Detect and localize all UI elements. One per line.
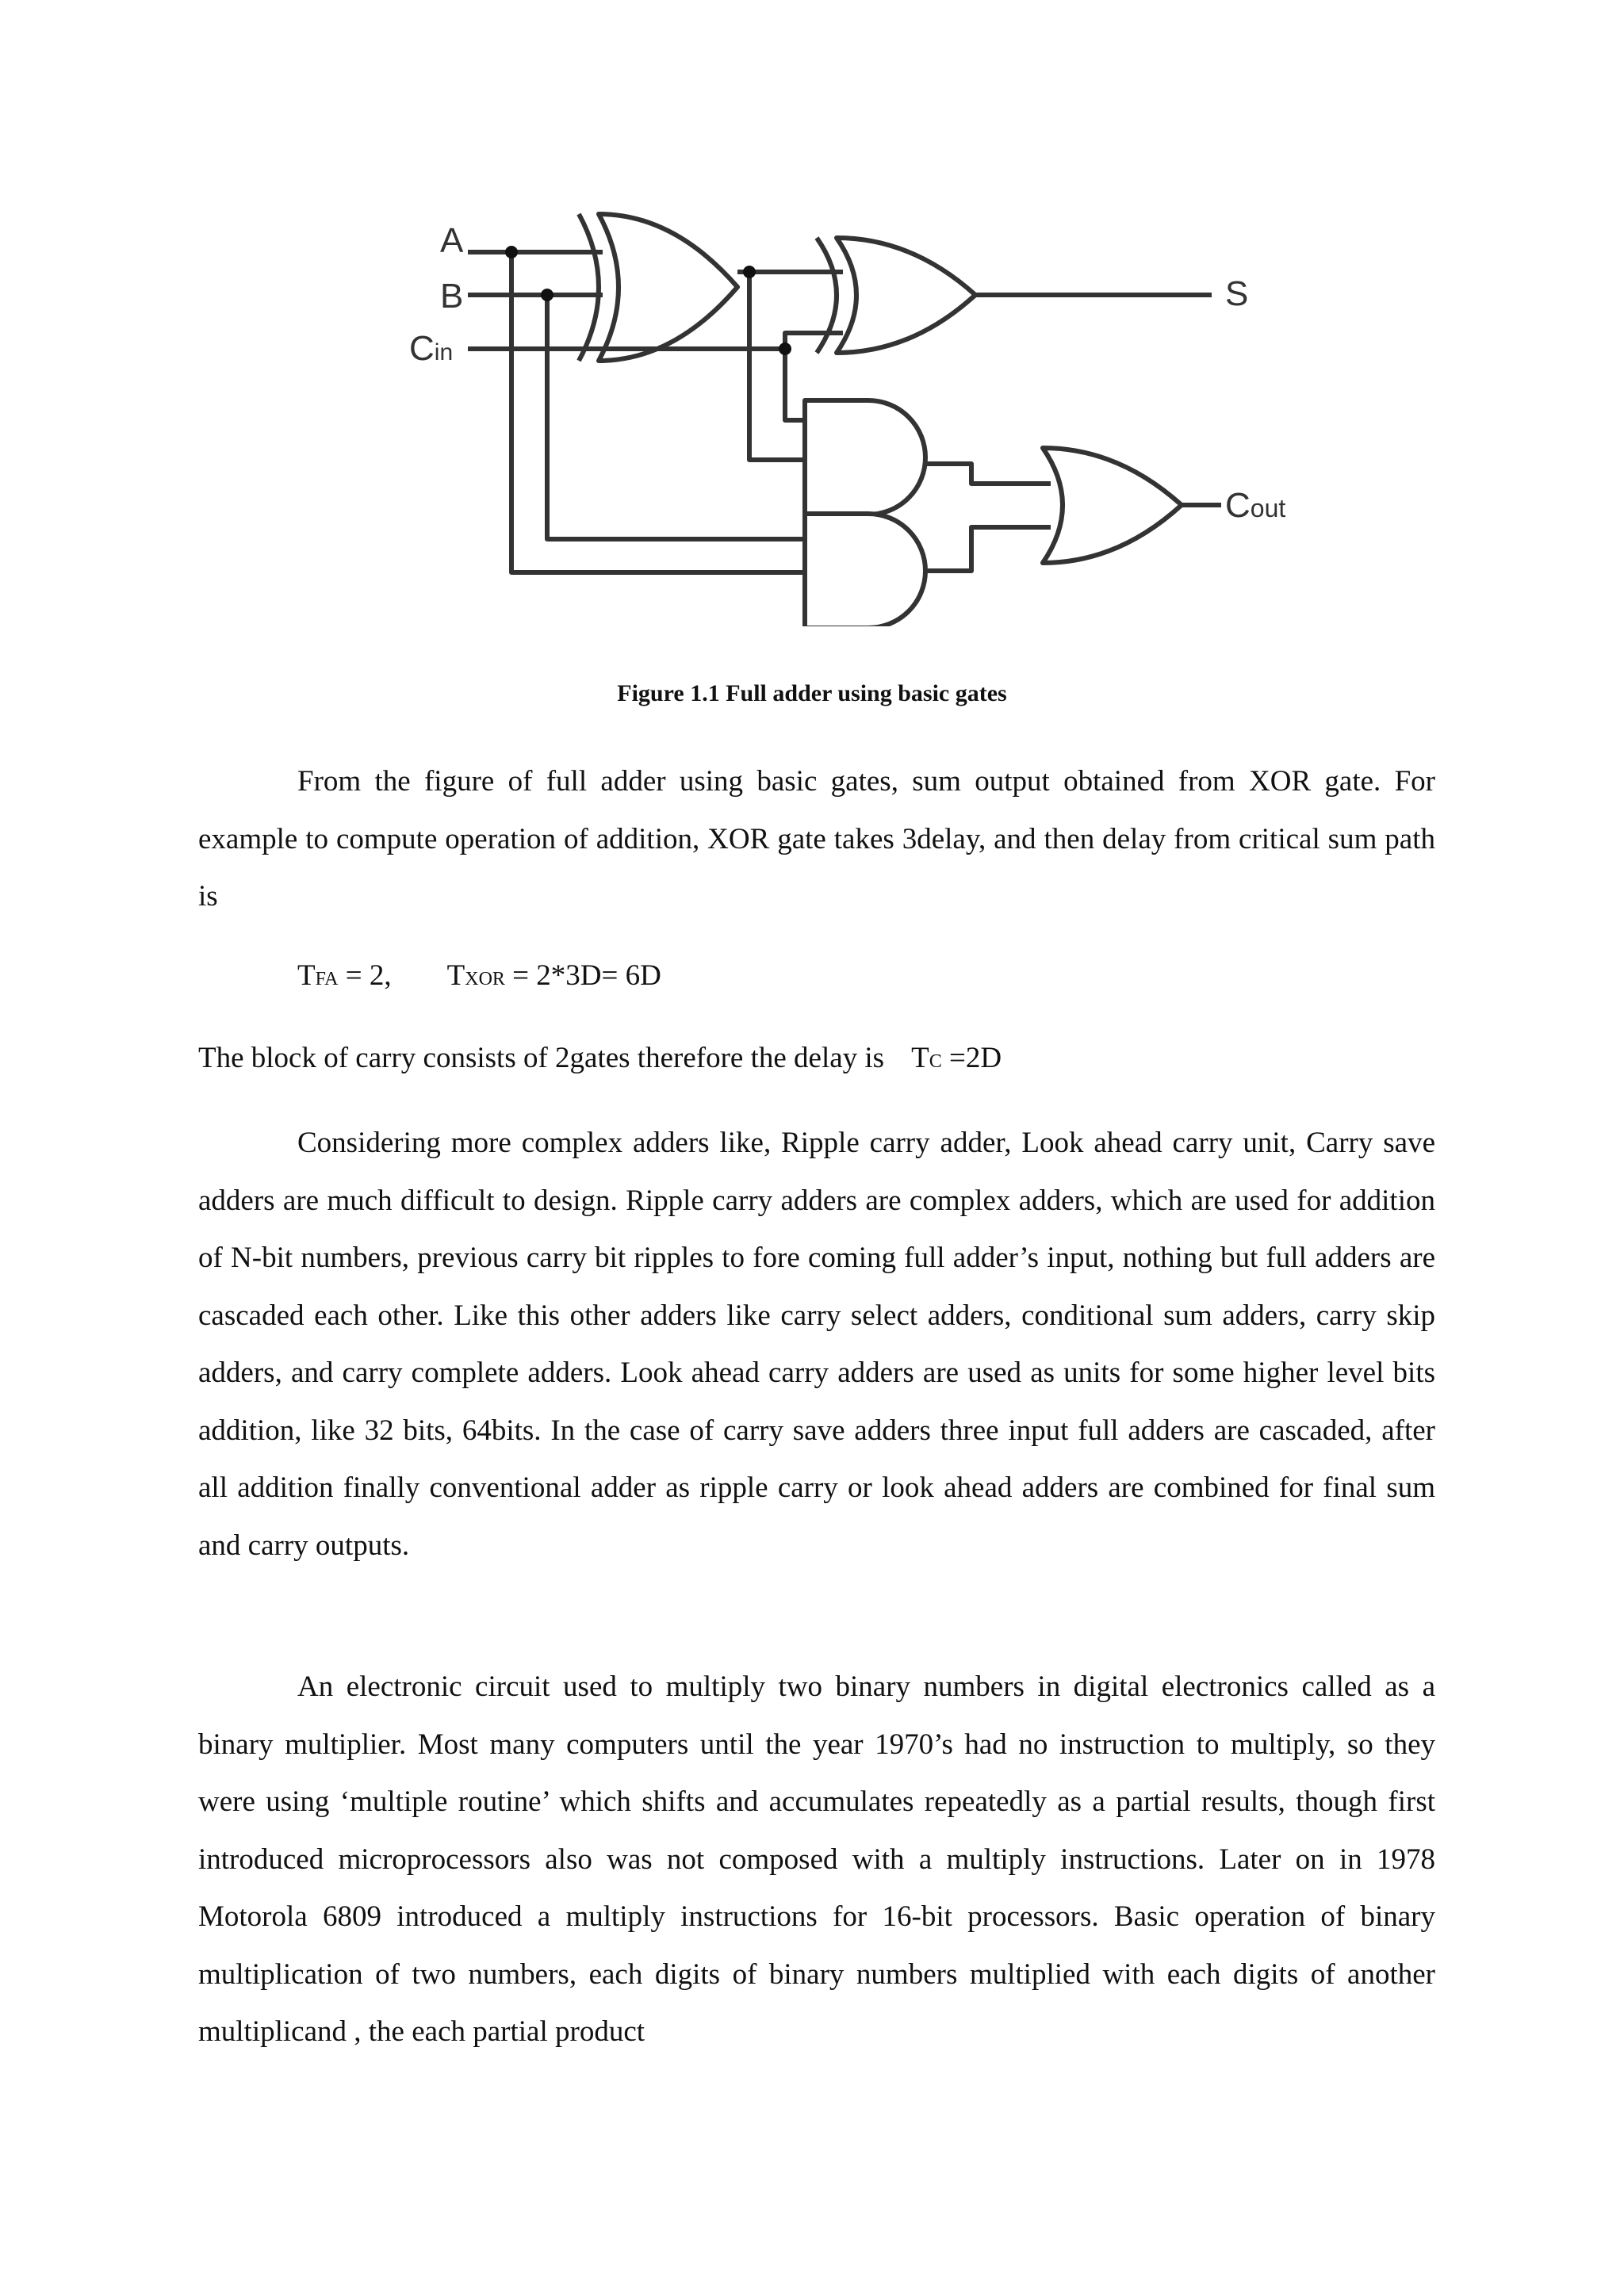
junction-xor1-out bbox=[743, 266, 756, 278]
label-cout: Cout bbox=[1225, 486, 1286, 525]
figure-caption: Figure 1.1 Full adder using basic gates bbox=[617, 680, 1007, 706]
and-gate-1 bbox=[805, 400, 925, 515]
paragraph-2: Considering more complex adders like, Ripple carry adder, Look ahead carry unit, Carry save adders are much difficult to design. Ripple carry adders are complex adders, which are used for addition of N-bit numbers, previous carry bit ripples to fore coming full adder’s input, nothing but full adders are cascaded each other. Like this other adders like carry select adders, conditional sum adders, carry skip adders, and carry complete adders. Look ahead carry adders are used as units for some higher level bits addition, like 32 bits, 64bits. In the case of carry save adders three input full adders are cascaded, after all addition finally conventional adder as ripple carry or look ahead adders are combined for final sum and carry outputs. bbox=[198, 1127, 1435, 1562]
formula-tfa: TFA = 2, bbox=[297, 959, 392, 992]
xor-gate-2-back-curve bbox=[817, 238, 837, 353]
xor-gate-1 bbox=[599, 214, 737, 361]
junction-b bbox=[541, 289, 553, 301]
label-s: S bbox=[1225, 274, 1249, 313]
xor-gate-2 bbox=[837, 238, 975, 353]
paragraph-3: An electronic circuit used to multiply two binary numbers in digital electronics called as a binary multiplier. Most many computers until the year 1970’s had no instruction to multiply, so they were using ‘multiple routine’ which shifts and accumulates repeatedly as a partial results, though first introduced microprocessors also was not composed with a multiply instructions. Later on in 1978 Motorola 6809 introduced a multiply instructions for 16-bit processors. Basic operation of binary multiplication of two numbers, each digits of binary numbers multiplied with each digits of another multiplicand , the each partial product bbox=[198, 1670, 1435, 2048]
junction-cin bbox=[779, 342, 791, 355]
full-adder-circuit-diagram bbox=[381, 198, 1364, 626]
xor-gate-1-back-curve bbox=[579, 214, 599, 361]
wire-cin-to-and1 bbox=[785, 349, 805, 420]
and-gate-2 bbox=[805, 514, 925, 626]
junction-a bbox=[505, 246, 518, 258]
label-cin: Cin bbox=[409, 329, 454, 368]
delay-formula bbox=[297, 956, 661, 999]
label-a: A bbox=[440, 221, 464, 260]
wire-and1-to-or bbox=[925, 464, 1051, 484]
wire-xor1-to-and1 bbox=[749, 272, 805, 460]
carry-delay-line bbox=[198, 1039, 1002, 1081]
carry-delay-text: The block of carry consists of 2gates therefore the delay is bbox=[198, 1042, 885, 1074]
label-b: B bbox=[440, 277, 464, 316]
wire-and2-to-or bbox=[925, 527, 1051, 571]
carry-delay-value: TC =2D bbox=[911, 1042, 1002, 1074]
paragraph-1: From the figure of full adder using basic gates, sum output obtained from XOR gate. For example to compute operation of addition, XOR gate takes 3delay, and then delay from critical sum path is bbox=[198, 765, 1435, 913]
formula-txor: TXOR = 2*3D= 6D bbox=[446, 959, 661, 992]
full-adder-circuit-figure bbox=[381, 198, 1364, 626]
or-gate bbox=[1043, 448, 1182, 563]
